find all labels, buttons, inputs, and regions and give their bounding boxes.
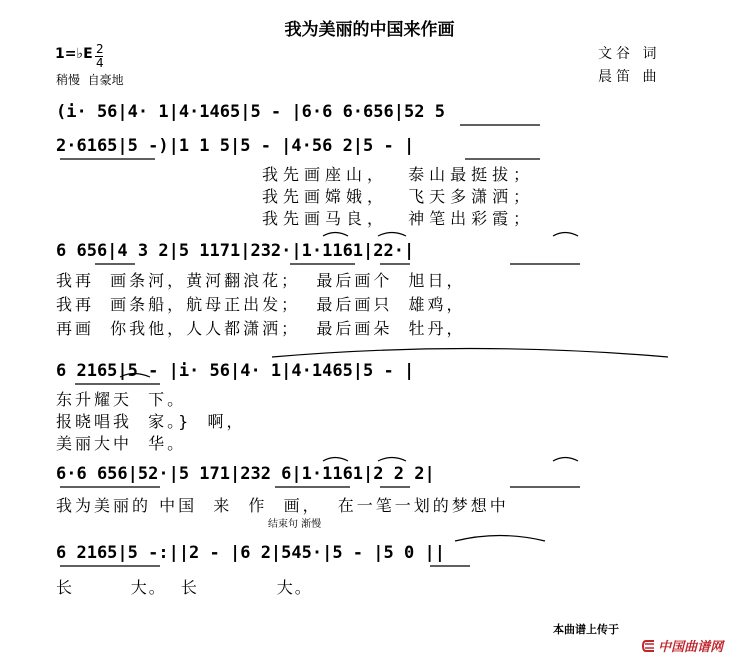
time-signature-numerator: 2 xyxy=(96,42,104,56)
site-name: 中国曲谱网 xyxy=(658,640,724,655)
tie-slur xyxy=(553,233,578,237)
lyric-line: 我为美丽的 中国 来 作 画， 在一笔一划的梦想中 xyxy=(56,496,509,515)
site-logo[interactable] xyxy=(632,622,723,654)
notation-line-5: 6·6 656|52·|5 171|232 6|1·1161|2 2 2| xyxy=(56,464,435,484)
tie-slur xyxy=(323,233,348,237)
footer-upload-label: 本曲谱上传于 xyxy=(553,623,619,636)
notation-line-3: 6 656|4 3 2|5 1171|232·|1·1161|22·| xyxy=(56,241,415,261)
notation-line-1: (i· 56|4· 1|4·1465|5 - |6·6 6·656|52 5 xyxy=(56,102,445,122)
lyric-line: 报晓唱我 家。} 啊， xyxy=(56,412,246,431)
tie-slur xyxy=(120,374,150,378)
song-title: 我为美丽的中国来作画 xyxy=(284,20,455,40)
lyric-line: 我再 画条船，航母正出发； 最后画只 雄鸡， xyxy=(56,295,466,314)
lyric-line: 东升耀天 下。 xyxy=(56,390,187,409)
tie-slur xyxy=(378,458,406,462)
tie-slur xyxy=(553,458,578,462)
lyricist-credit: 文谷 词 xyxy=(598,46,661,62)
key-signature: 1=♭E xyxy=(55,46,93,62)
lyric-line: 再画 你我他，人人都潇洒； 最后画朵 牡丹， xyxy=(56,319,466,338)
lyric-line: 长 大。 长 大。 xyxy=(56,578,313,597)
lyric-line: 我先画嫦娥， 飞天多潇洒； xyxy=(262,187,535,206)
lyric-line: 我再 画条河，黄河翻浪花； 最后画个 旭日， xyxy=(56,271,466,290)
notation-line-2: 2·6165|5 -)|1 1 5|5 - |4·56 2|5 - | xyxy=(56,136,415,156)
phrase-slur xyxy=(272,349,668,358)
composer-credit: 晨笛 曲 xyxy=(598,69,661,85)
ending-annotation: 结束句 渐慢 xyxy=(268,519,322,530)
tie-slur xyxy=(455,536,545,542)
lyric-line: 我先画座山， 泰山最挺拔； xyxy=(262,165,535,184)
time-signature-denominator: 4 xyxy=(96,56,104,70)
notation-line-4: 6 2165|5 - |i· 56|4· 1|4·1465|5 - | xyxy=(56,361,415,381)
lyric-line: 美丽大中 华。 xyxy=(56,434,187,453)
notation-line-6: 6 2165|5 -:||2 - |6 2|545·|5 - |5 0 || xyxy=(56,543,445,563)
lyric-line: 我先画马良， 神笔出彩霞； xyxy=(262,209,535,228)
tie-slur xyxy=(378,233,406,237)
tempo-marking: 稍慢 自豪地 xyxy=(56,73,124,87)
logo-mark-icon xyxy=(642,640,656,652)
tie-slur xyxy=(323,458,348,462)
